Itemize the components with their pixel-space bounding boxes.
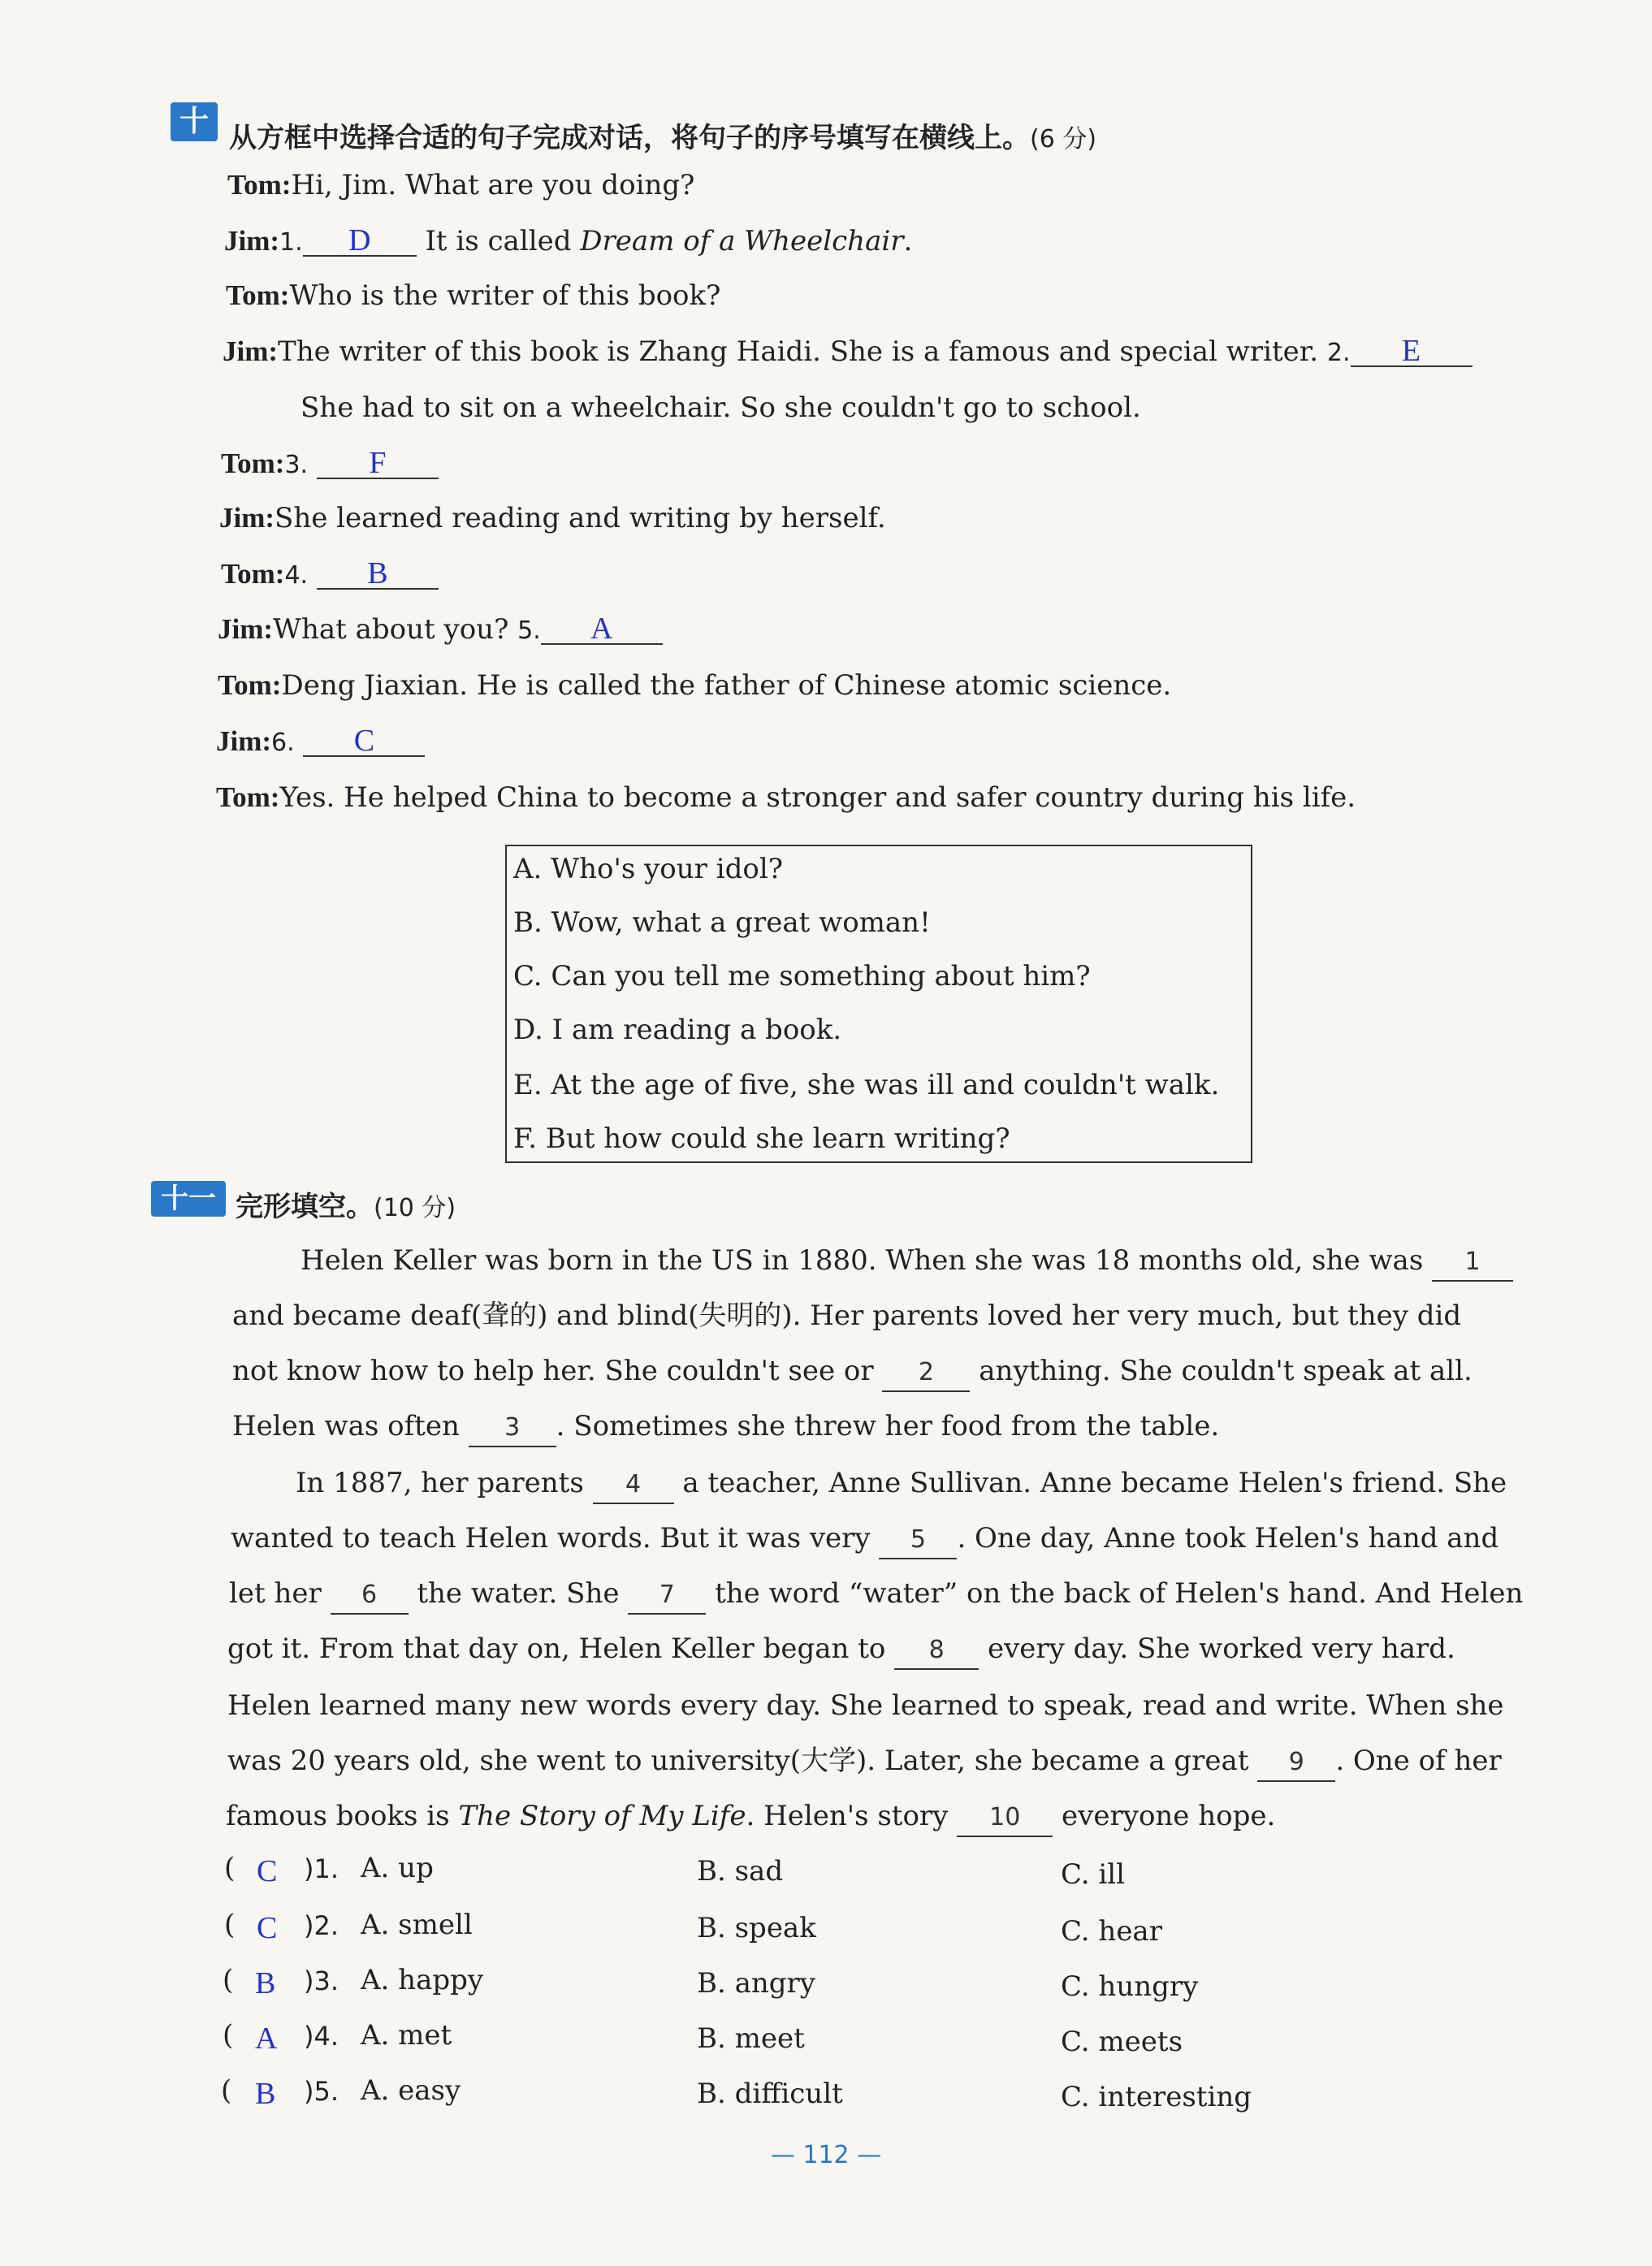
cloze-blank-3[interactable]: 3 <box>469 1410 556 1447</box>
dialogue-line-9: Jim:What about you? 5. A <box>218 611 663 649</box>
cloze-blank-9[interactable]: 9 <box>1257 1745 1335 1782</box>
section-10-score: (6 分) <box>1030 125 1097 154</box>
option-a: A. Who's your idol? <box>513 853 783 885</box>
cloze-blank-5[interactable]: 5 <box>879 1522 957 1559</box>
cloze-line-10: was 20 years old, she went to university(大学). Later, she became a great 9 . One of her <box>227 1743 1502 1782</box>
section-11-score: (10 分) <box>374 1194 456 1222</box>
dialogue-line-6: Tom:3. F <box>221 445 439 483</box>
cloze-line-9: Helen learned many new words every day. She learned to speak, read and write. When she <box>227 1689 1504 1722</box>
page-number: — 112 — <box>770 2141 882 2169</box>
cloze-line-3: not know how to help her. She couldn't see or 2 anything. She couldn't speak at all. <box>232 1353 1473 1392</box>
dialogue-line-10: Tom:Deng Jiaxian. He is called the father of Chinese atomic science. <box>218 669 1172 702</box>
section-10-instruction: 从方框中选择合适的句子完成对话，将句子的序号填写在横线上。(6 分) <box>229 122 1097 154</box>
options-box <box>505 845 1252 1163</box>
option-f: F. But how could she learn writing? <box>513 1122 1010 1155</box>
cloze-blank-10[interactable]: 10 <box>957 1800 1053 1837</box>
question-3-answer[interactable]: B <box>255 1966 276 2000</box>
section-11-badge: 十一 <box>151 1181 226 1217</box>
cloze-blank-1[interactable]: 1 <box>1432 1244 1513 1282</box>
question-5-answer[interactable]: B <box>255 2077 276 2111</box>
answer-2[interactable]: E <box>1401 334 1421 368</box>
cloze-blank-8[interactable]: 8 <box>894 1632 979 1670</box>
option-e: E. At the age of five, she was ill and couldn't walk. <box>513 1069 1220 1101</box>
cloze-line-5: In 1887, her parents 4 a teacher, Anne Sullivan. Anne became Helen's friend. She <box>296 1465 1507 1504</box>
dialogue-line-4: Jim:The writer of this book is Zhang Haidi. She is a famous and special writer. 2. E <box>223 333 1473 371</box>
dialogue-line-12: Tom:Yes. He helped China to become a stronger and safer country during his life. <box>216 781 1356 814</box>
cloze-line-7: let her 6 the water. She 7 the word “water” on the back of Helen's hand. And Helen <box>229 1576 1523 1615</box>
question-1-answer[interactable]: C <box>257 1854 278 1888</box>
cloze-line-11: famous books is The Story of My Life. Helen's story 10 everyone hope. <box>226 1798 1275 1837</box>
cloze-line-2: and became deaf(聋的) and blind(失明的). Her parents loved her very much, but they did <box>232 1299 1462 1332</box>
cloze-blank-2[interactable]: 2 <box>882 1355 970 1392</box>
answer-6[interactable]: C <box>353 724 375 758</box>
cloze-blank-6[interactable]: 6 <box>331 1577 409 1615</box>
dialogue-line-11: Jim:6. C <box>216 723 425 761</box>
cloze-line-8: got it. From that day on, Helen Keller began to 8 every day. She worked very hard. <box>227 1631 1455 1670</box>
dialogue-line-8: Tom:4. B <box>221 556 439 594</box>
dialogue-line-1: Tom:Hi, Jim. What are you doing? <box>227 169 695 201</box>
cloze-line-1: Helen Keller was born in the US in 1880. When she was 18 months old, she was 1 <box>301 1243 1513 1282</box>
option-d: D. I am reading a book. <box>513 1014 842 1046</box>
answer-3[interactable]: F <box>369 446 387 480</box>
option-c: C. Can you tell me something about him? <box>513 960 1091 992</box>
question-2-answer[interactable]: C <box>257 1911 278 1945</box>
answer-1[interactable]: D <box>348 223 371 257</box>
answer-5[interactable]: A <box>590 612 613 646</box>
section-10-badge: 十 <box>171 102 218 141</box>
question-4-answer[interactable]: A <box>255 2022 278 2056</box>
cloze-blank-4[interactable]: 4 <box>593 1467 674 1504</box>
dialogue-line-7: Jim:She learned reading and writing by herself. <box>219 502 886 534</box>
answer-4[interactable]: B <box>367 556 388 590</box>
section-11-title: 完形填空。(10 分) <box>236 1191 456 1223</box>
cloze-line-6: wanted to teach Helen words. But it was very 5 . One day, Anne took Helen's hand and <box>231 1520 1498 1559</box>
cloze-line-4: Helen was often 3 . Sometimes she threw her food from the table. <box>232 1408 1219 1447</box>
cloze-blank-7[interactable]: 7 <box>628 1577 706 1615</box>
option-b: B. Wow, what a great woman! <box>513 906 931 939</box>
dialogue-line-2: Jim:1. D It is called Dream of a Wheelchair. <box>224 223 913 257</box>
dialogue-line-5: She had to sit on a wheelchair. So she couldn't go to school. <box>301 391 1141 424</box>
dialogue-line-3: Tom:Who is the writer of this book? <box>226 279 721 312</box>
worksheet-page: 十 从方框中选择合适的句子完成对话，将句子的序号填写在横线上。(6 分) Tom:Hi, Jim. What are you doing? Jim:1. D It is called Dream of a Wheelchair. Tom:Who is the writer of this book? Jim:The writer of this book is Zhang Haidi. She is a famous and special writer. 2. E She had to sit on a wheelchair. So she couldn't go to school. Tom:3. F Jim:She learned reading and writing by herself. Tom:4. B Jim:What about you? 5. A Tom:Deng Jiaxian. He is called the father of Chinese atomic science. Jim:6. C Tom:Yes. He helped China to become a stronger and safer country during his life. A. Who's your idol? B. Wow, what a great woman! C. Can you tell me something about him? D. I am reading a book. E. At the age of five, she was ill and couldn't walk. F. But how could she learn writing? 十一 完形填空。(10 分) Helen Keller was born in the US in 1880. When she was 18 months old, she was 1 and became deaf(聋的) and blind(失明的). Her parents loved her very much, but they did not know how to help her. She couldn't see or 2 anything. She couldn't speak at all. Helen was often 3 . Sometimes she threw her food from the table. In 1887, her parents 4 a teacher, Anne Sullivan. Anne became Helen's friend. She wanted to teach Helen words. But it was very 5 . One day, Anne took Helen's hand and let her 6 the water. She 7 the word “water” on the back of Helen's hand. And Helen got it. From that day on, Helen Keller began to 8 every day. She worked very hard. Helen learned many new words every day. She learned to speak, read and write. When she was 20 years old, she went to university(大学). Later, she became a great 9 . One of her famous books is The Story of My Life. Helen's story 10 everyone hope. ( C )1. A. up B. sad C. ill ( C )2. A. smell B. speak C. hear ( B )3. A. happy B. angry C. hungry ( A )4. A. met B. meet C. meets ( B )5. A. easy B. difficult C. interesting — 112 — <box>0 0 1652 2266</box>
